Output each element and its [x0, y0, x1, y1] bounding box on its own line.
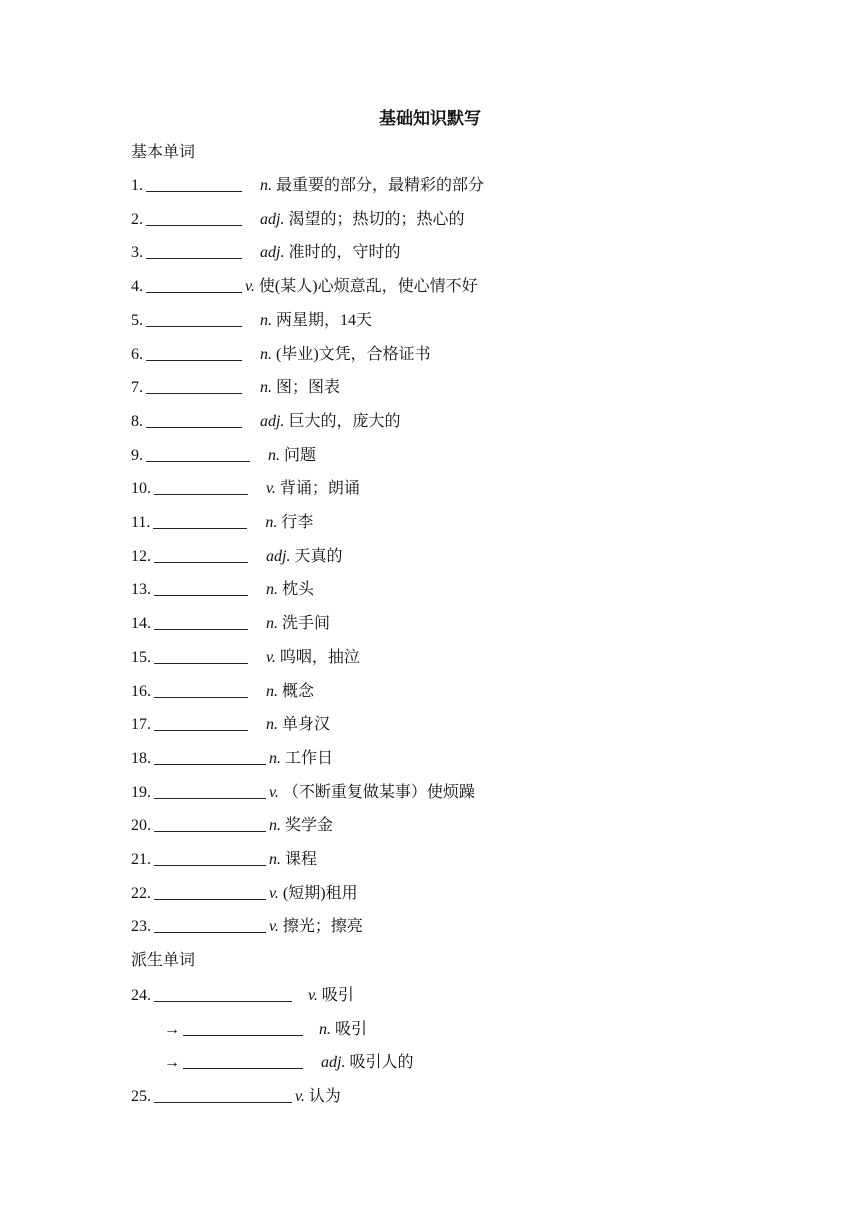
list-item	[131, 644, 360, 666]
definition: 问题	[284, 446, 317, 464]
definition: 枕头	[282, 581, 315, 599]
list-item	[131, 678, 314, 700]
list-item	[131, 711, 330, 733]
list-item	[131, 610, 330, 632]
list-item	[131, 982, 354, 1004]
definition: 奖学金	[285, 817, 334, 835]
item-number: 22.	[131, 884, 151, 902]
list-item	[131, 475, 360, 497]
definition: (短期)租用	[282, 884, 358, 902]
part-of-speech: n.	[269, 817, 281, 835]
answer-blank[interactable]	[154, 816, 266, 832]
definition: 准时的，守时的	[288, 244, 401, 262]
item-number: 6.	[131, 345, 143, 363]
answer-blank[interactable]	[154, 580, 248, 596]
definition: 吸引	[335, 1020, 368, 1038]
item-number: 14.	[131, 615, 151, 633]
answer-blank[interactable]	[154, 715, 248, 731]
item-number: 18.	[131, 749, 151, 767]
part-of-speech: adj.	[260, 244, 285, 262]
answer-blank[interactable]	[154, 614, 248, 630]
arrow-icon: →	[164, 1020, 180, 1038]
answer-blank[interactable]	[154, 1087, 292, 1103]
item-number: 19.	[131, 783, 151, 801]
list-item	[131, 239, 400, 261]
list-item	[131, 543, 342, 565]
definition: 图；图表	[276, 379, 341, 397]
definition: (毕业)文凭，合格证书	[276, 345, 431, 363]
item-number: 23.	[131, 918, 151, 936]
part-of-speech: n.	[260, 177, 272, 194]
list-item	[131, 273, 478, 295]
item-number: 24.	[131, 987, 151, 1004]
list-item	[131, 341, 431, 363]
answer-blank[interactable]	[183, 1020, 303, 1036]
arrow-icon: →	[164, 1054, 180, 1072]
list-item	[131, 307, 372, 329]
answer-blank[interactable]	[146, 277, 242, 293]
item-number: 25.	[131, 1088, 151, 1106]
answer-blank[interactable]	[154, 783, 266, 799]
part-of-speech: n.	[266, 716, 278, 734]
list-item	[131, 576, 314, 598]
list-item	[131, 1083, 341, 1105]
item-number: 7.	[131, 379, 143, 397]
list-item	[131, 509, 313, 531]
answer-blank[interactable]	[146, 311, 242, 327]
list-item	[131, 206, 464, 228]
definition: 工作日	[285, 749, 334, 767]
definition: 行李	[281, 514, 314, 531]
definition: 使(某人)心烦意乱，使心情不好	[258, 278, 478, 296]
answer-blank[interactable]	[146, 345, 242, 361]
part-of-speech: adj.	[260, 412, 285, 430]
definition: 吸引人的	[349, 1054, 414, 1072]
list-item	[164, 1049, 413, 1071]
part-of-speech: n.	[266, 581, 278, 599]
answer-blank[interactable]	[154, 479, 248, 495]
list-item	[164, 1016, 367, 1038]
list-item	[131, 374, 340, 396]
part-of-speech: n.	[265, 514, 278, 531]
part-of-speech: n.	[266, 682, 278, 700]
list-item	[131, 846, 317, 868]
section-heading: 派生单词	[131, 952, 196, 969]
answer-blank[interactable]	[154, 917, 266, 933]
definition: 单身汉	[282, 716, 331, 734]
part-of-speech: v.	[245, 278, 255, 296]
answer-blank[interactable]	[146, 210, 242, 226]
part-of-speech: n.	[269, 851, 281, 868]
list-item	[131, 913, 363, 935]
list-item	[131, 880, 358, 902]
item-number: 17.	[131, 716, 151, 734]
definition: 天真的	[294, 547, 343, 565]
item-number: 2.	[131, 210, 143, 228]
page-title: 基础知识默写	[379, 109, 481, 128]
answer-blank[interactable]	[146, 446, 250, 462]
part-of-speech: v.	[308, 987, 318, 1004]
item-number: 11.	[131, 514, 151, 531]
answer-blank[interactable]	[146, 378, 242, 394]
answer-blank[interactable]	[183, 1053, 303, 1069]
answer-blank[interactable]	[154, 986, 292, 1002]
answer-blank[interactable]	[154, 547, 248, 563]
definition: 两星期，14天	[276, 311, 373, 329]
part-of-speech: n.	[260, 379, 272, 397]
part-of-speech: adj.	[260, 210, 285, 228]
item-number: 8.	[131, 412, 143, 430]
definition: 渴望的；热切的；热心的	[288, 210, 465, 228]
item-number: 12.	[131, 547, 151, 565]
definition: 擦光；擦亮	[282, 918, 363, 936]
item-number: 5.	[131, 311, 143, 329]
definition: 最重要的部分，最精彩的部分	[276, 177, 485, 194]
definition: 概念	[282, 682, 315, 700]
list-item	[131, 172, 484, 194]
part-of-speech: n.	[260, 311, 272, 329]
part-of-speech: v.	[295, 1088, 305, 1106]
part-of-speech: v.	[269, 783, 279, 801]
part-of-speech: n.	[266, 615, 278, 633]
list-item	[131, 812, 333, 834]
list-item	[131, 779, 475, 801]
item-number: 21.	[131, 851, 151, 868]
item-number: 13.	[131, 581, 151, 599]
definition: 吸引	[321, 987, 354, 1004]
definition: 背诵；朗诵	[279, 480, 360, 498]
answer-blank[interactable]	[154, 749, 266, 765]
definition: 课程	[285, 851, 318, 868]
definition: 呜咽，抽泣	[279, 648, 360, 666]
answer-blank[interactable]	[146, 412, 242, 428]
answer-blank[interactable]	[146, 243, 242, 259]
answer-blank[interactable]	[146, 176, 242, 192]
item-number: 15.	[131, 648, 151, 666]
part-of-speech: n.	[268, 446, 280, 464]
list-item	[131, 442, 316, 464]
part-of-speech: v.	[269, 918, 279, 936]
part-of-speech: v.	[266, 480, 276, 498]
answer-blank[interactable]	[154, 648, 248, 664]
part-of-speech: adj.	[266, 547, 291, 565]
item-number: 9.	[131, 446, 143, 464]
definition: 巨大的，庞大的	[288, 412, 401, 430]
part-of-speech: n.	[269, 749, 281, 767]
answer-blank[interactable]	[154, 884, 266, 900]
answer-blank[interactable]	[154, 850, 266, 866]
part-of-speech: n.	[319, 1020, 331, 1038]
part-of-speech: adj.	[321, 1054, 346, 1072]
list-item	[131, 745, 333, 767]
section-heading: 基本单词	[131, 144, 196, 161]
answer-blank[interactable]	[153, 513, 247, 529]
item-number: 10.	[131, 480, 151, 498]
part-of-speech: v.	[266, 648, 276, 666]
item-number: 3.	[131, 244, 143, 262]
item-number: 20.	[131, 817, 151, 835]
part-of-speech: v.	[269, 884, 279, 902]
part-of-speech: n.	[260, 345, 272, 363]
answer-blank[interactable]	[154, 682, 248, 698]
item-number: 1.	[131, 177, 143, 194]
definition: 洗手间	[282, 615, 331, 633]
list-item	[131, 408, 400, 430]
item-number: 4.	[131, 278, 143, 296]
item-number: 16.	[131, 682, 151, 700]
definition: 认为	[308, 1088, 341, 1106]
definition: （不断重复做某事）使烦躁	[282, 783, 475, 801]
